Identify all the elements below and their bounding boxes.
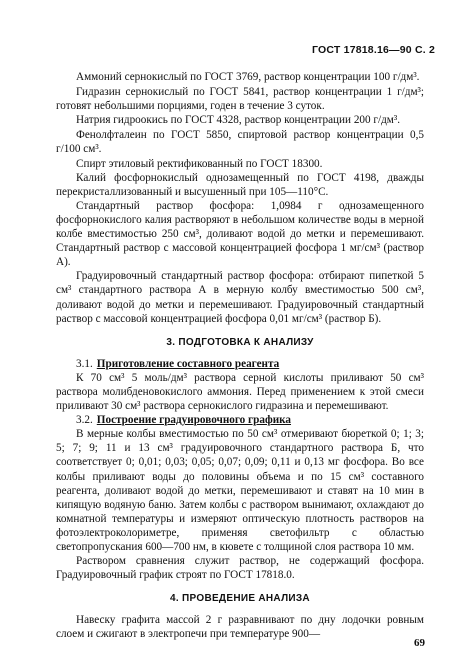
page-header: ГОСТ 17818.16—90 С. 2: [312, 44, 435, 56]
subsection-3-2-reference: Раствором сравнения служит раствор, не содержащий фосфора. Градуировочный график строят по ГОСТ 17818.0.: [56, 555, 424, 582]
subsection-3-2-heading: [56, 413, 424, 427]
reagent-phenolphthalein: Фенолфталеин по ГОСТ 5850, спиртовой раствор концентрации 0,5 г/100 см³.: [56, 129, 424, 156]
subsection-3-1-heading: [56, 357, 424, 371]
section-4-title: 4. ПРОВЕДЕНИЕ АНАЛИЗА: [170, 593, 310, 605]
reagent-hydrazine-sulfate: Гидразин сернокислый по ГОСТ 5841, раствор концентрации 1 г/дм³; готовят небольшими порциями, годен в течение 3 суток.: [56, 86, 424, 113]
subsection-3-2-text: В мерные колбы вместимостью по 50 см³ отмеривают бюреткой 0; 1; 3; 5; 7; 9; 11 и 13 см³ градуировочного стандартного раствора Б, что соответствует 0; 0,01; 0,03; 0,05; 0,07; 0,09; 0,11 и 0,13 мг фосфора. Во все колбы приливают воды до половины объема и по 15 см³ составного реагента, доливают водой до метки, перемешивают и ставят на 10 мин в кипящую водяную баню. Затем колбы с раствором вынимают, охлаждают до комнатной температуры и измеряют оптическую плотность растворов на фотоэлектроколориметре, применяя светофильтр с областью светопропускания 600—700 нм, в кювете с толщиной слоя раствора 10 мм.: [56, 428, 424, 553]
subsection-3-1-text: К 70 см³ 5 моль/дм³ раствора серной кислоты приливают 50 см³ раствора молибденовокислого аммония. Перед применением к этой смеси приливают 30 см³ раствора сернокислого гидразина и перемешивают.: [56, 371, 424, 413]
section-4-text: Навеску графита массой 2 г разравнивают по дну лодочки ровным слоем и сжигают в электропечи при температуре 900—: [56, 614, 424, 641]
reagent-ethyl-alcohol: Спирт этиловый ректификованный по ГОСТ 18300.: [76, 157, 323, 170]
section-3-title: 3. ПОДГОТОВКА К АНАЛИЗУ: [166, 336, 314, 348]
standard-solution-a: Стандартный раствор фосфора: 1,0984 г однозамещенного фосфорнокислого калия растворяют в небольшом количестве воды в мерной колбе вместимостью 250 см³, доливают водой до метки и перемешивают. Стандартный раствор с массовой концентрацией фосфора 1 мг/см³ (раствор А).: [56, 199, 424, 269]
subsection-3-2-number: 3.2.: [76, 414, 93, 427]
subsection-3-1-number: 3.1.: [76, 357, 93, 370]
reagent-potassium-phosphate: Калий фосфорнокислый однозамещенный по ГОСТ 4198, дважды перекристаллизованный и высушенный при 105—110°С.: [56, 171, 424, 198]
calibration-solution-b: Градуировочный стандартный раствор фосфора: отбирают пипеткой 5 см³ стандартного раствора А в мерную колбу вместимостью 500 см³, доливают водой до метки и перемешивают. Градуировочный стандартный раствор с массовой концентрацией фосфора 0,01 мг/см³ (раствор Б).: [56, 270, 424, 325]
subsection-3-1-title: Приготовление составного реагента: [96, 357, 280, 370]
reagent-sodium-hydroxide: Натрия гидроокись по ГОСТ 4328, раствор концентрации 200 г/дм³.: [76, 114, 401, 127]
document-body: [56, 70, 424, 642]
page-number: 69: [414, 637, 425, 649]
reagent-ammonium-sulfate: Аммоний сернокислый по ГОСТ 3769, раствор концентрации 100 г/дм³.: [76, 71, 420, 83]
subsection-3-2-title: Построение градуировочного графика: [96, 414, 292, 427]
